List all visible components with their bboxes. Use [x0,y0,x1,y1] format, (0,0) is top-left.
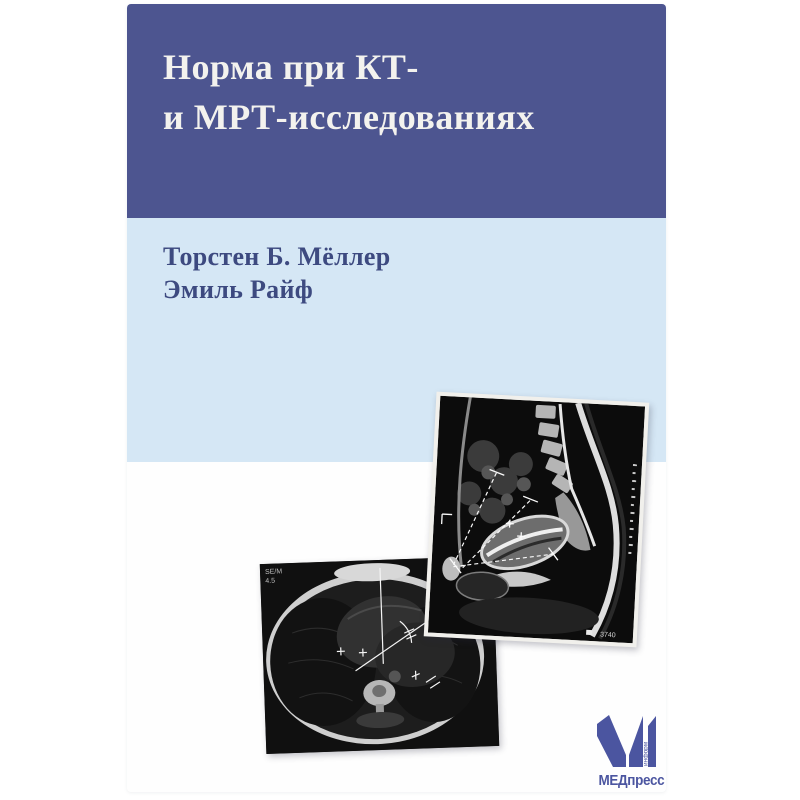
authors [163,240,391,306]
sagittal-scan-annotation: 3740 [599,631,616,640]
author-name-1: Торстен Б. Мёллер [163,242,391,271]
publisher-name: МЕДпресс [598,772,665,789]
book-cover [127,4,666,792]
title-line-1: Норма при КТ- [163,47,419,87]
title-line-2: и МРТ-исследованиях [163,97,535,137]
author-name-2: Эмиль Райф [163,275,314,304]
page-title [163,42,535,142]
axial-scan-annotation-2: 4.5 [265,577,276,585]
publisher-logo [595,710,665,792]
publisher-logo-icon [595,710,659,770]
axial-scan-annotation: SE/M [264,568,283,576]
publisher-logo-vertical-label: информ [642,741,650,766]
sagittal-scan-image [424,392,650,648]
